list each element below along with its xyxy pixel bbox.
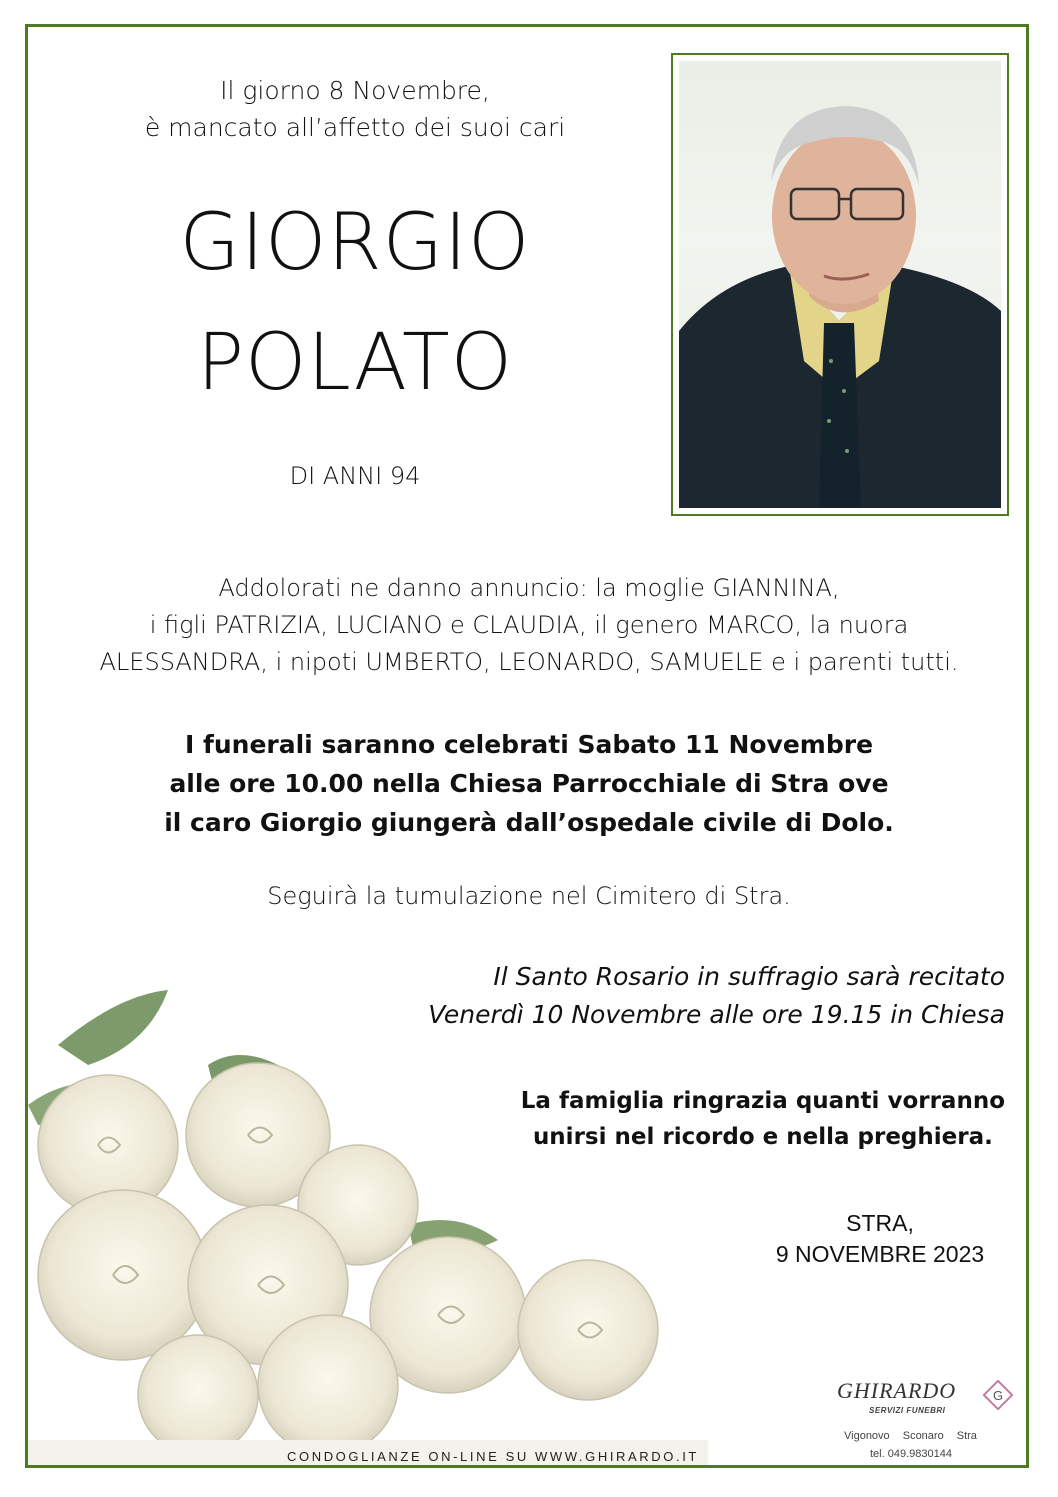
intro-line-2: è mancato all’affetto dei suoi cari [144, 113, 566, 142]
logo-name: GHIRARDO [837, 1378, 957, 1403]
funeral-line-3: il caro Giorgio giungerà dall’ospedale civile di Dolo. [164, 808, 894, 837]
intro-line-1: Il giorno 8 Novembre, [220, 76, 490, 105]
thanks-text [521, 1083, 1005, 1155]
thanks-line-2: unirsi nel ricordo e nella preghiera. [532, 1124, 993, 1150]
funeral-line-1: I funerali saranno celebrati Sabato 11 Novembre [184, 730, 874, 759]
burial-text: Seguirà la tumulazione nel Cimitero di Stra. [267, 882, 791, 910]
logo-diamond-icon [983, 1380, 1013, 1410]
funeral-line-2: alle ore 10.00 nella Chiesa Parrocchiale di Stra ove [169, 769, 889, 798]
thanks-line-1: La famiglia ringrazia quanti vorranno [520, 1088, 1005, 1114]
portrait-photo [679, 61, 1001, 508]
logo-subtitle: SERVIZI FUNEBRI [869, 1406, 946, 1415]
last-name: POLATO [196, 318, 514, 408]
portrait-frame [671, 53, 1009, 516]
first-name: GIORGIO [179, 198, 531, 288]
rosary-line-1: Il Santo Rosario in suffragio sarà recitato [493, 962, 1005, 991]
intro-text [110, 72, 600, 146]
condolences-footer: CONDOGLIANZE ON-LINE SU WWW.GHIRARDO.IT [287, 1449, 699, 1464]
logo-towns: Vigonovo Sconaro Stra [844, 1430, 977, 1442]
announcement-line-2: i figli PATRIZIA, LUCIANO e CLAUDIA, il genero MARCO, la nuora [149, 611, 909, 639]
portrait-illustration [679, 61, 1001, 508]
age-text: DI ANNI 94 [289, 462, 421, 490]
place-date [745, 1208, 1015, 1270]
place-text: STRA, [846, 1210, 914, 1236]
white-roses-image [28, 985, 708, 1465]
announcement-line-1: Addolorati ne danno annuncio: la moglie GIANNINA, [218, 574, 840, 602]
funeral-home-logo [835, 1376, 1025, 1466]
rosary-text [428, 958, 1005, 1034]
announcement-text [40, 570, 1018, 681]
announcement-line-3: ALESSANDRA, i nipoti UMBERTO, LEONARDO, SAMUELE e i parenti tutti. [99, 648, 959, 676]
rosary-line-2: Venerdì 10 Novembre alle ore 19.15 in Chiesa [428, 1000, 1005, 1029]
funeral-text [40, 725, 1018, 842]
logo-phone: tel. 049.9830144 [870, 1448, 952, 1460]
logo-mark-letter: G [992, 1388, 1004, 1403]
date-text: 9 NOVEMBRE 2023 [775, 1241, 985, 1267]
